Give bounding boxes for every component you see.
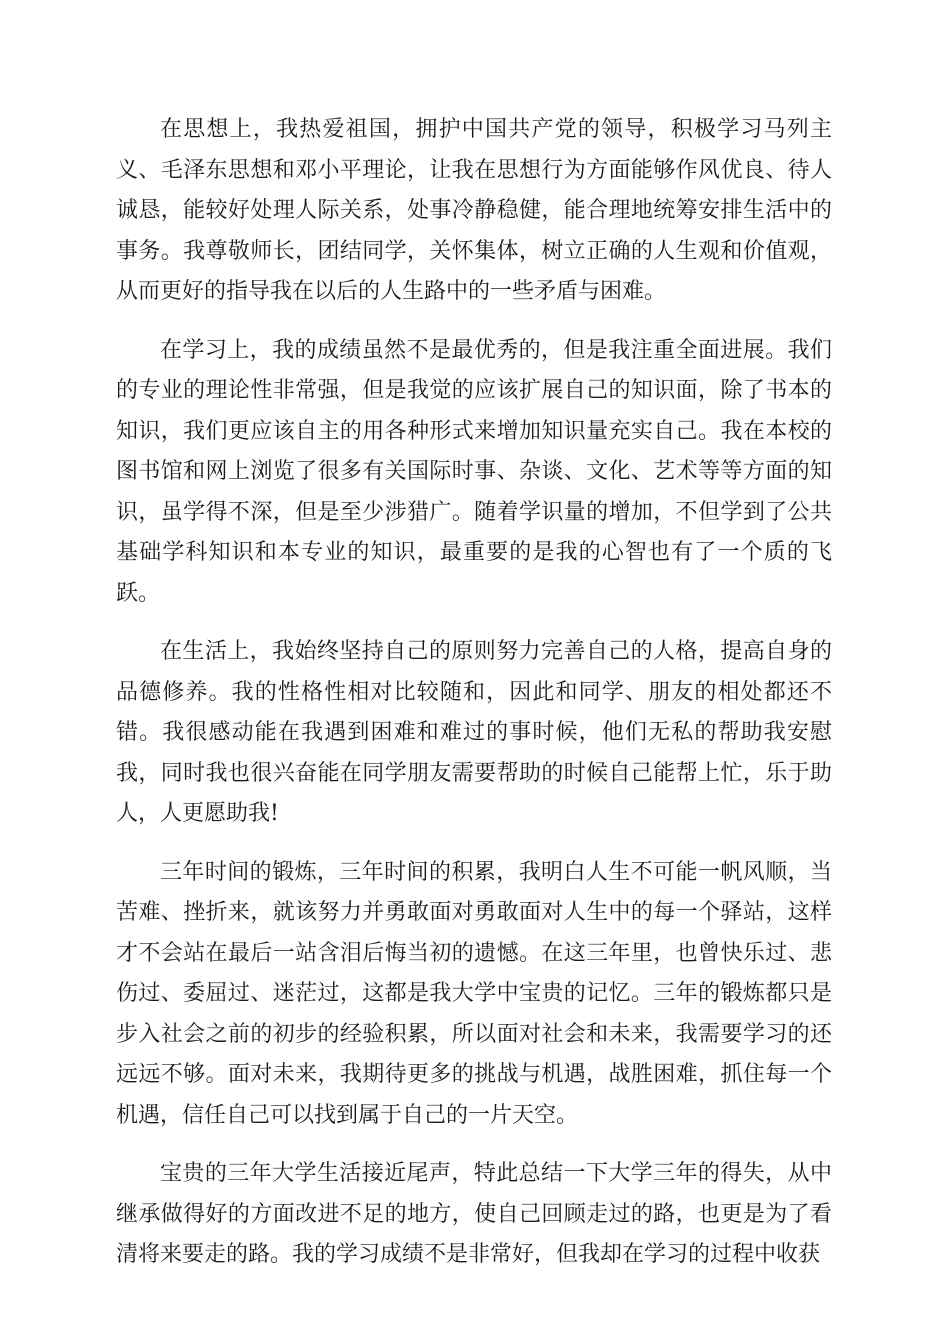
document-body bbox=[116, 110, 832, 1294]
paragraph-three-years: 三年时间的锻炼，三年时间的积累，我明白人生不可能一帆风顺，当苦难、挫折来，就该努力并勇敢面对勇敢面对人生中的每一个驿站，这样才不会站在最后一站含泪后悔当初的遗憾。在这三年里，也曾快乐过、悲伤过、委屈过、迷茫过，这都是我大学中宝贵的记忆。三年的锻炼都只是步入社会之前的初步的经验积累，所以面对社会和未来，我需要学习的还远远不够。面对未来，我期待更多的挑战与机遇，战胜困难，抓住每一个机遇，信任自己可以找到属于自己的一片天空。 bbox=[116, 859, 832, 1128]
paragraph-study: 在学习上，我的成绩虽然不是最优秀的，但是我注重全面进展。我们的专业的理论性非常强，但是我觉的应该扩展自己的知识面，除了书本的知识，我们更应该自主的用各种形式来增加知识量充实自己。我在本校的图书馆和网上浏览了很多有关国际时事、杂谈、文化、艺术等等方面的知识，虽学得不深，但是至少涉猎广。随着学识量的增加，不但学到了公共基础学科知识和本专业的知识，最重要的是我的心智也有了一个质的飞跃。 bbox=[116, 337, 832, 606]
paragraph-ideology: 在思想上，我热爱祖国，拥护中国共产党的领导，积极学习马列主义、毛泽东思想和邓小平理论，让我在思想行为方面能够作风优良、待人诚恳，能较好处理人际关系，处事冷静稳健，能合理地统筹安排生活中的事务。我尊敬师长，团结同学，关怀集体，树立正确的人生观和价值观，从而更好的指导我在以后的人生路中的一些矛盾与困难。 bbox=[116, 117, 832, 304]
paragraph-life: 在生活上，我始终坚持自己的原则努力完善自己的人格，提高自身的品德修养。我的性格性相对比较随和，因此和同学、朋友的相处都还不错。我很感动能在我遇到困难和难过的事时候，他们无私的帮助我安慰我，同时我也很兴奋能在同学朋友需要帮助的时候自己能帮上忙，乐于助人，人更愿助我! bbox=[116, 639, 832, 826]
paragraph-summary: 宝贵的三年大学生活接近尾声，特此总结一下大学三年的得失，从中继承做得好的方面改进不足的地方，使自己回顾走过的路，也更是为了看清将来要走的路。我的学习成绩不是非常好，但我却在学习的过程中收获 bbox=[116, 1161, 832, 1267]
